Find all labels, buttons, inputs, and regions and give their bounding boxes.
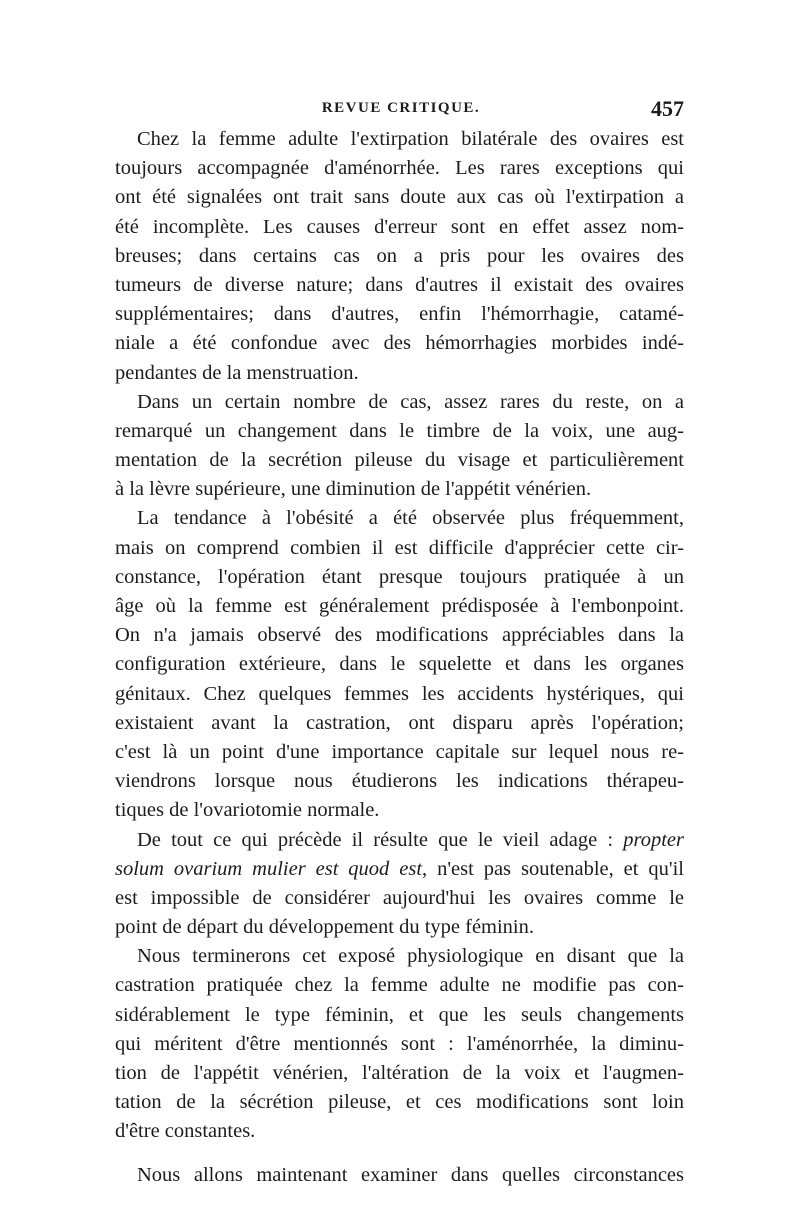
text-line: On n'a jamais observé des modifications appréciables dans la xyxy=(115,624,684,647)
text-line: Nous terminerons cet exposé physiologique en disant que la xyxy=(137,945,684,968)
paragraph-1 xyxy=(115,125,684,388)
paragraph-5 xyxy=(115,942,684,1146)
text-fragment: De tout ce qui précède il résulte que le vieil adage : xyxy=(137,828,624,851)
text-line: c'est là un point d'une importance capitale sur lequel nous re- xyxy=(115,740,684,763)
text-line: ont été signalées ont trait sans doute aux cas où l'extirpation a xyxy=(115,186,684,209)
page-number: 457 xyxy=(651,96,684,121)
latin-phrase: propter xyxy=(623,828,684,851)
text-line: tiques de l'ovariotomie normale. xyxy=(115,799,380,822)
text-line: existaient avant la castration, ont disparu après l'opération; xyxy=(115,711,684,734)
paragraph-2 xyxy=(115,388,684,505)
text-line: été incomplète. Les causes d'erreur sont en effet assez nom- xyxy=(115,215,684,238)
running-header xyxy=(118,96,684,122)
text-line: sidérablement le type féminin, et que les seuls changements xyxy=(115,1003,684,1026)
text-line: Chez la femme adulte l'extirpation bilatérale des ovaires est xyxy=(137,128,684,150)
text-line: mentation de la secrétion pileuse du visage et particulièrement xyxy=(115,449,684,472)
text-line xyxy=(115,826,684,855)
text-line xyxy=(115,855,684,884)
paragraph-4 xyxy=(115,826,684,943)
text-line: viendrons lorsque nous étudierons les indications thérapeu- xyxy=(115,770,684,793)
running-title: REVUE CRITIQUE. xyxy=(321,100,481,116)
text-line: toujours accompagnée d'aménorrhée. Les rares exceptions qui xyxy=(115,157,684,180)
text-line: niale a été confondue avec des hémorrhagies morbides indé- xyxy=(115,332,684,355)
text-line: constance, l'opération étant presque toujours pratiquée à un xyxy=(115,565,684,588)
text-line: tion de l'appétit vénérien, l'altération de la voix et l'augmen- xyxy=(115,1062,684,1084)
text-line: tation de la sécrétion pileuse, et ces modifications sont loin xyxy=(115,1091,684,1114)
text-line: mais on comprend combien il est difficile d'apprécier cette cir- xyxy=(115,536,684,559)
text-line: Nous allons maintenant examiner dans quelles circonstances xyxy=(137,1163,684,1186)
text-line: génitaux. Chez quelques femmes les accidents hystériques, qui xyxy=(115,682,684,705)
text-line: configuration extérieure, dans le squelette et dans les organes xyxy=(115,653,684,676)
text-line: pendantes de la menstruation. xyxy=(115,361,359,384)
text-line: remarqué un changement dans le timbre de la voix, une aug- xyxy=(115,419,684,442)
text-line: Dans un certain nombre de cas, assez rares du reste, on a xyxy=(137,390,684,413)
text-line: âge où la femme est généralement prédisposée à l'embonpoint. xyxy=(115,595,684,617)
text-line: d'être constantes. xyxy=(115,1120,256,1143)
text-line: supplémentaires; dans d'autres, enfin l'hémorrhagie, catamé- xyxy=(115,303,684,326)
text-line: point de départ du développement du type féminin. xyxy=(115,916,534,939)
text-line: castration pratiquée chez la femme adulte ne modifie pas con- xyxy=(115,974,684,997)
text-line: est impossible de considérer aujourd'hui les ovaires comme le xyxy=(115,886,684,909)
body-text xyxy=(115,125,684,1190)
paragraph-6 xyxy=(115,1161,684,1190)
latin-phrase: solum ovarium mulier est quod est xyxy=(115,857,423,880)
text-line: tumeurs de diverse nature; dans d'autres il existait des ovaires xyxy=(115,273,684,296)
paragraph-3 xyxy=(115,504,684,825)
text-line: qui méritent d'être mentionnés sont : l'aménorrhée, la diminu- xyxy=(115,1032,684,1055)
text-line: à la lèvre supérieure, une diminution de l'appétit vénérien. xyxy=(115,478,592,501)
text-line: breuses; dans certains cas on a pris pour les ovaires des xyxy=(115,244,684,267)
text-fragment: , n'est pas soutenable, et qu'il xyxy=(422,857,684,880)
text-line: La tendance à l'obésité a été observée plus fréquemment, xyxy=(137,507,684,530)
